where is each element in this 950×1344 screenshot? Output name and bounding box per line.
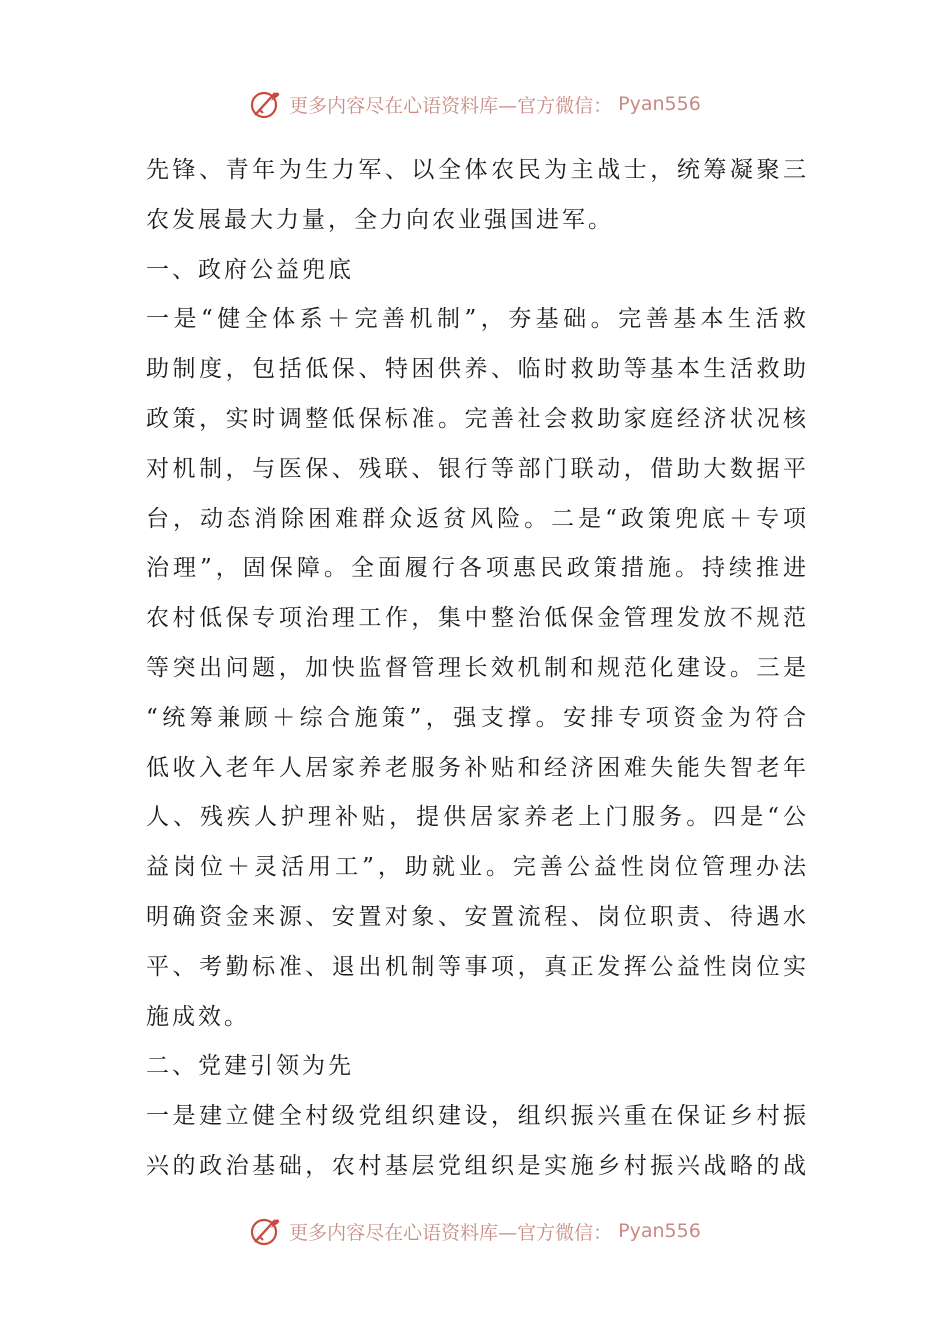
- watermark-wechat-id: Pyan556: [618, 1220, 701, 1242]
- text-line: 兴的政治基础，农村基层党组织是实施乡村振兴战略的战: [146, 1152, 806, 1179]
- quill-logo-icon: [249, 1214, 283, 1248]
- text-line: 助制度，包括低保、特困供养、临时救助等基本生活救助: [146, 356, 806, 383]
- text-line: 等突出问题，加快监督管理长效机制和规范化建设。三是: [146, 654, 806, 681]
- section-heading: 二、党建引领为先: [146, 1053, 354, 1080]
- document-body: [146, 146, 806, 1192]
- section-heading: 一、政府公益兜底: [146, 256, 354, 283]
- text-line: 一是“健全体系＋完善机制”，夯基础。完善基本生活救: [146, 306, 806, 333]
- text-line: 农村低保专项治理工作，集中整治低保金管理发放不规范: [146, 605, 806, 632]
- text-line: 明确资金来源、安置对象、安置流程、岗位职责、待遇水: [146, 903, 806, 930]
- text-line: 农发展最大力量，全力向农业强国进军。: [146, 206, 614, 233]
- text-line: “统筹兼顾＋综合施策”，强支撑。安排专项资金为符合: [146, 704, 806, 731]
- footer-watermark: [0, 1211, 950, 1251]
- header-watermark: [0, 84, 950, 124]
- text-line: 人、残疾人护理补贴，提供居家养老上门服务。四是“公: [146, 804, 806, 831]
- text-line: 平、考勤标准、退出机制等事项，真正发挥公益性岗位实: [146, 953, 806, 980]
- text-line: 低收入老年人居家养老服务补贴和经济困难失能失智老年: [146, 754, 806, 781]
- text-line: 对机制，与医保、残联、银行等部门联动，借助大数据平: [146, 455, 806, 482]
- text-line: 施成效。: [146, 1003, 250, 1030]
- text-line: 台，动态消除困难群众返贫风险。二是“政策兜底＋专项: [146, 505, 806, 532]
- text-line: 益岗位＋灵活用工”，助就业。完善公益性岗位管理办法: [146, 854, 806, 881]
- watermark-text: 更多内容尽在心语资料库—官方微信：: [289, 1221, 613, 1244]
- text-line: 先锋、青年为生力军、以全体农民为主战士，统筹凝聚三: [146, 157, 806, 183]
- text-line: 政策，实时调整低保标准。完善社会救助家庭经济状况核: [146, 405, 806, 432]
- text-line: 治理”，固保障。全面履行各项惠民政策措施。持续推进: [146, 555, 806, 582]
- quill-logo-icon: [249, 87, 283, 121]
- watermark-wechat-id: Pyan556: [618, 93, 701, 115]
- text-line: 一是建立健全村级党组织建设，组织振兴重在保证乡村振: [146, 1103, 806, 1130]
- watermark-text: 更多内容尽在心语资料库—官方微信：: [289, 94, 613, 117]
